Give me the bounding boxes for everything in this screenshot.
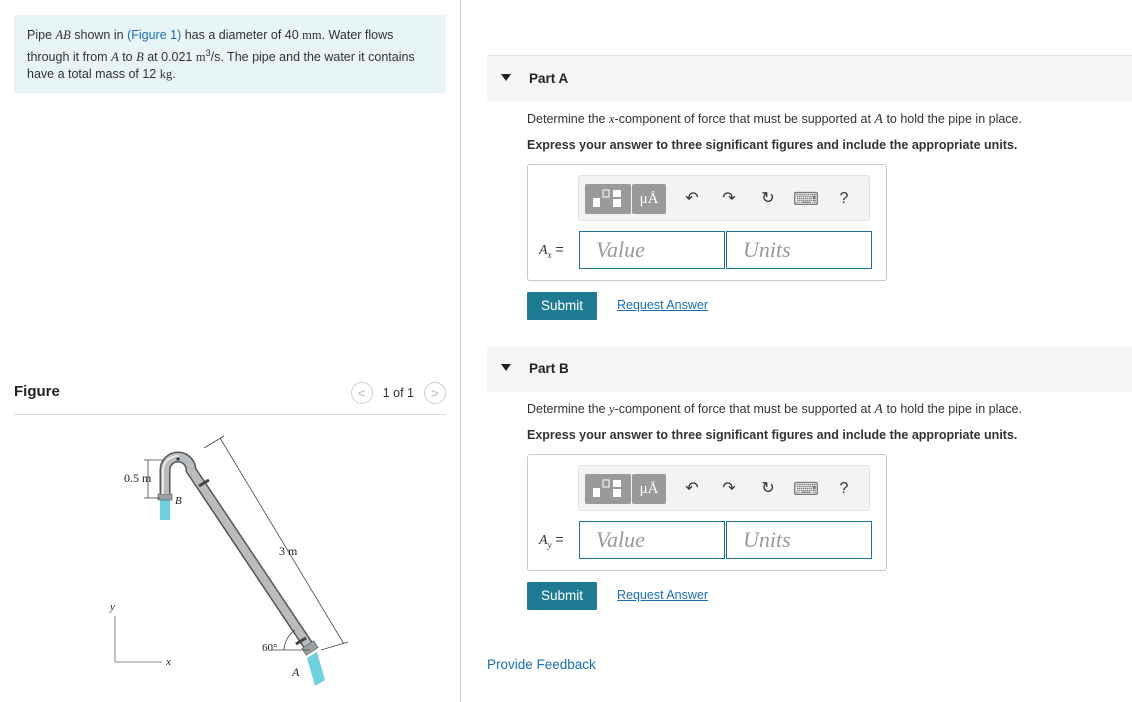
units-symbol-button[interactable]: μÅ xyxy=(632,184,666,214)
request-answer-link[interactable]: Request Answer xyxy=(617,588,709,602)
x-axis-label: x xyxy=(166,656,171,668)
next-figure-button[interactable] xyxy=(424,382,446,404)
math-toolbar xyxy=(578,175,870,221)
angle-label: 60° xyxy=(262,642,278,654)
request-answer-link[interactable]: Request Answer xyxy=(617,298,709,312)
water-outlet-b xyxy=(160,500,170,520)
units-input[interactable]: Units xyxy=(726,231,872,269)
figure-header xyxy=(14,380,446,415)
redo-icon[interactable]: ↷ xyxy=(722,480,736,497)
units-input[interactable]: Units xyxy=(726,521,872,559)
point-a-label: A xyxy=(292,665,300,679)
part-b-header[interactable] xyxy=(487,346,1132,392)
part-b-answer-box xyxy=(527,454,887,571)
keyboard-icon[interactable]: ⌨ xyxy=(793,189,819,209)
dim-small-label: 0.5 m xyxy=(124,471,152,485)
point-b-label: B xyxy=(175,495,182,507)
collapse-caret-icon xyxy=(501,74,511,81)
figure-link[interactable]: (Figure 1) xyxy=(127,28,182,42)
angle-arc xyxy=(284,630,295,650)
part-a-instruction: Express your answer to three significant figures and include the appropriate units. xyxy=(527,138,1018,152)
value-input[interactable]: Value xyxy=(579,231,725,269)
figure-pager xyxy=(351,382,446,404)
problem-statement: Pipe AB shown in (Figure 1) has a diameter of 40 mm. Water flows through it from A to B at 0.021 $m^3/s$. The pipe and the water it contains have a total mass of 12 kg. xyxy=(14,15,446,93)
reset-icon[interactable]: ↻ xyxy=(761,480,775,497)
part-a-header[interactable] xyxy=(487,56,1132,102)
reset-icon[interactable]: ↻ xyxy=(761,190,775,207)
undo-icon[interactable]: ↶ xyxy=(685,480,699,497)
chevron-left-icon: < xyxy=(357,385,366,401)
help-icon[interactable]: ? xyxy=(839,190,849,207)
undo-icon[interactable]: ↶ xyxy=(685,190,699,207)
figure-title: Figure xyxy=(14,383,60,400)
templates-icon xyxy=(585,184,631,214)
keyboard-icon[interactable]: ⌨ xyxy=(793,479,819,499)
y-axis-label: y xyxy=(110,601,115,613)
part-b-title: Part B xyxy=(529,361,569,376)
part-b-question: Determine the y-component of force that must be supported at A to hold the pipe in place. xyxy=(527,402,1022,417)
answer-label-ax: $A_x$ = xyxy=(539,241,564,260)
templates-button[interactable] xyxy=(585,474,631,504)
bend-dot xyxy=(176,457,179,460)
part-a-question: Determine the x-component of force that must be supported at A to hold the pipe in place. xyxy=(527,112,1022,127)
prev-figure-button[interactable] xyxy=(351,382,373,404)
fitting-b xyxy=(158,494,172,500)
value-input[interactable]: Value xyxy=(579,521,725,559)
water-outlet-a xyxy=(307,652,325,686)
provide-feedback-link[interactable]: Provide Feedback xyxy=(487,657,596,672)
templates-icon xyxy=(585,474,631,504)
submit-button[interactable]: Submit xyxy=(527,292,597,320)
column-divider xyxy=(460,0,461,702)
submit-button[interactable]: Submit xyxy=(527,582,597,610)
part-b-instruction: Express your answer to three significant figures and include the appropriate units. xyxy=(527,428,1018,442)
collapse-caret-icon xyxy=(501,364,511,371)
chevron-right-icon: > xyxy=(430,385,440,401)
figure-counter: 1 of 1 xyxy=(382,386,414,400)
pipe-figure xyxy=(14,418,446,698)
part-a-title: Part A xyxy=(529,71,569,86)
units-symbol-button[interactable]: μÅ xyxy=(632,474,666,504)
math-toolbar xyxy=(578,465,870,511)
dim-large-ext-top xyxy=(204,436,224,448)
dim-large-label: 3 m xyxy=(279,544,298,558)
answer-label-ay: $A_y$ = xyxy=(539,531,564,550)
help-icon[interactable]: ? xyxy=(839,480,849,497)
templates-button[interactable] xyxy=(585,184,631,214)
part-a-answer-box xyxy=(527,164,887,281)
redo-icon[interactable]: ↷ xyxy=(722,190,736,207)
